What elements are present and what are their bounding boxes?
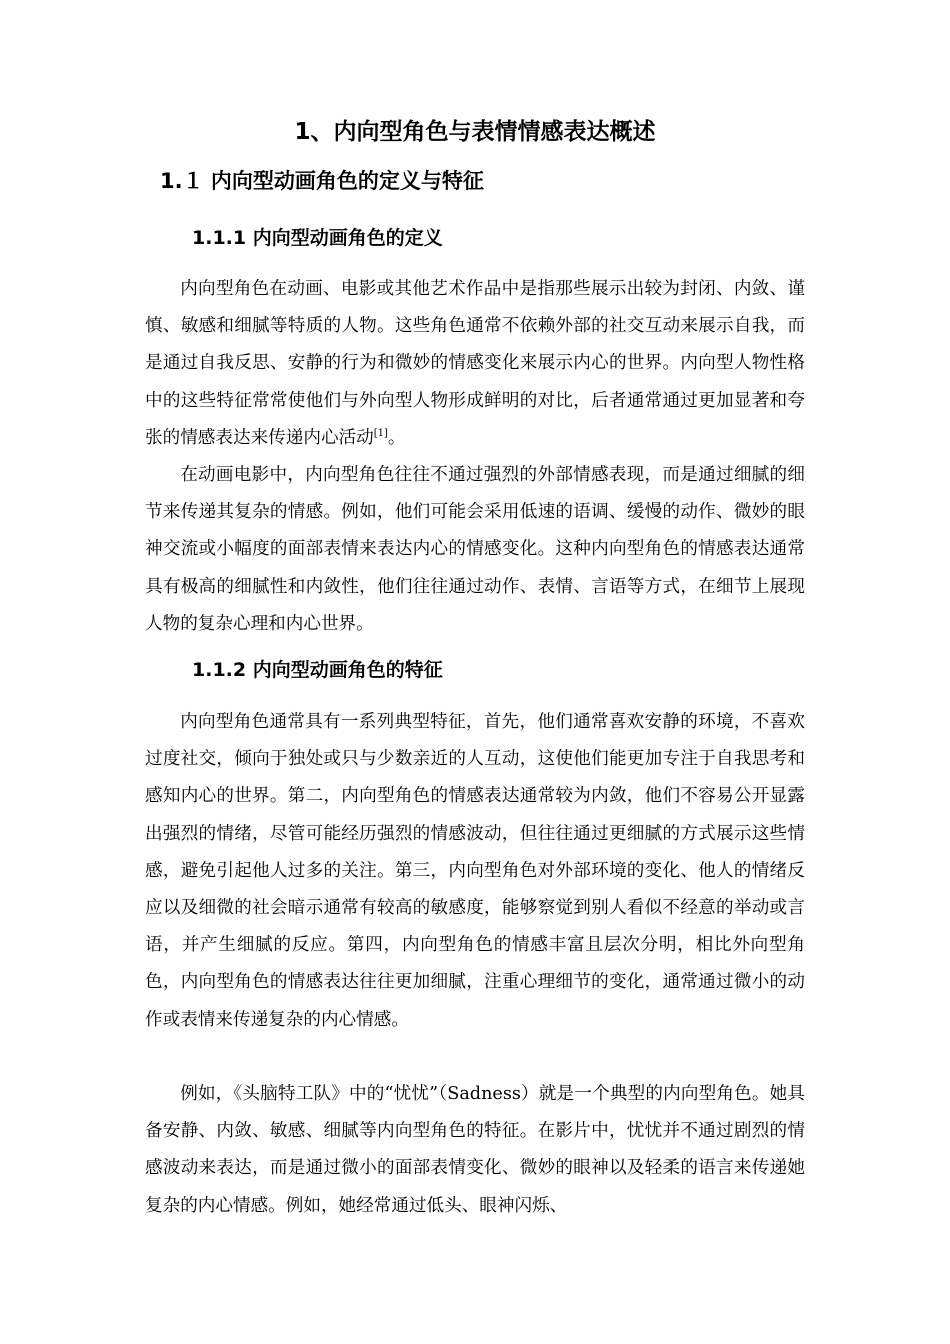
subsection-title-features: 1.1.2 内向型动画角色的特征 <box>192 659 443 681</box>
paragraph-features-1: 内向型角色通常具有一系列典型特征，首先，他们通常喜欢安静的环境，不喜欢过度社交，倾向于独处或只与少数亲近的人互动，这使他们能更加专注于自我思考和感知内心的世界。第二，内向型角色的情感表达通常较为内敛，他们不容易公开显露出强烈的情绪，尽管可能经历强烈的情感波动，但往往通过更细腻的方式展示这些情感，避免引起他人过多的关注。第三，内向型角色对外部环境的变化、他人的情绪反应以及细微的社会暗示通常有较高的敏感度，能够察觉到别人看似不经意的举动或言语，并产生细腻的反应。第四，内向型角色的情感丰富且层次分明，相比外向型角色，内向型角色的情感表达往往更加细腻，注重心理细节的变化，通常通过微小的动作或表情来传递复杂的内心情感。 <box>145 712 805 1030</box>
citation-reference[interactable]: [1] <box>373 427 388 439</box>
paragraph-end-punctuation: 。 <box>387 427 406 448</box>
paragraph-definition-1 <box>145 271 805 457</box>
section-title: 1.１ 内向型动画角色的定义与特征 <box>160 169 484 193</box>
paragraph-definition-2: 在动画电影中，内向型角色往往不通过强烈的外部情感表现，而是通过细腻的细节来传递其复杂的情感。例如，他们可能会采用低速的语调、缓慢的动作、微妙的眼神交流或小幅度的面部表情来表达内心的情感变化。这种内向型角色的情感表达通常具有极高的细腻性和内敛性，他们往往通过动作、表情、言语等方式，在细节上展现人物的复杂心理和内心世界。 <box>145 465 805 634</box>
paragraph-text: 内向型角色在动画、电影或其他艺术作品中是指那些展示出较为封闭、内敛、谨慎、敏感和细腻等特质的人物。这些角色通常不依赖外部的社交互动来展示自我，而是通过自我反思、安静的行为和微妙的情感变化来展示内心的世界。内向型人物性格中的这些特征常常使他们与外向型人物形成鲜明的对比，后者通常通过更加显著和夸张的情感表达来传递内心活动 <box>145 279 805 448</box>
subsection-title-definition: 1.1.1 内向型动画角色的定义 <box>192 227 443 249</box>
paragraph-features-2: 例如，《头脑特工队》中的“忧忧”（Sadness）就是一个典型的内向型角色。她具备安静、内敛、敏感、细腻等内向型角色的特征。在影片中，忧忧并不通过剧烈的情感波动来表达，而是通过微小的面部表情变化、微妙的眼神以及轻柔的语言来传递她复杂的内心情感。例如，她经常通过低头、眼神闪烁、 <box>145 1084 805 1216</box>
chapter-title: 1、内向型角色与表情情感表达概述 <box>294 119 656 145</box>
